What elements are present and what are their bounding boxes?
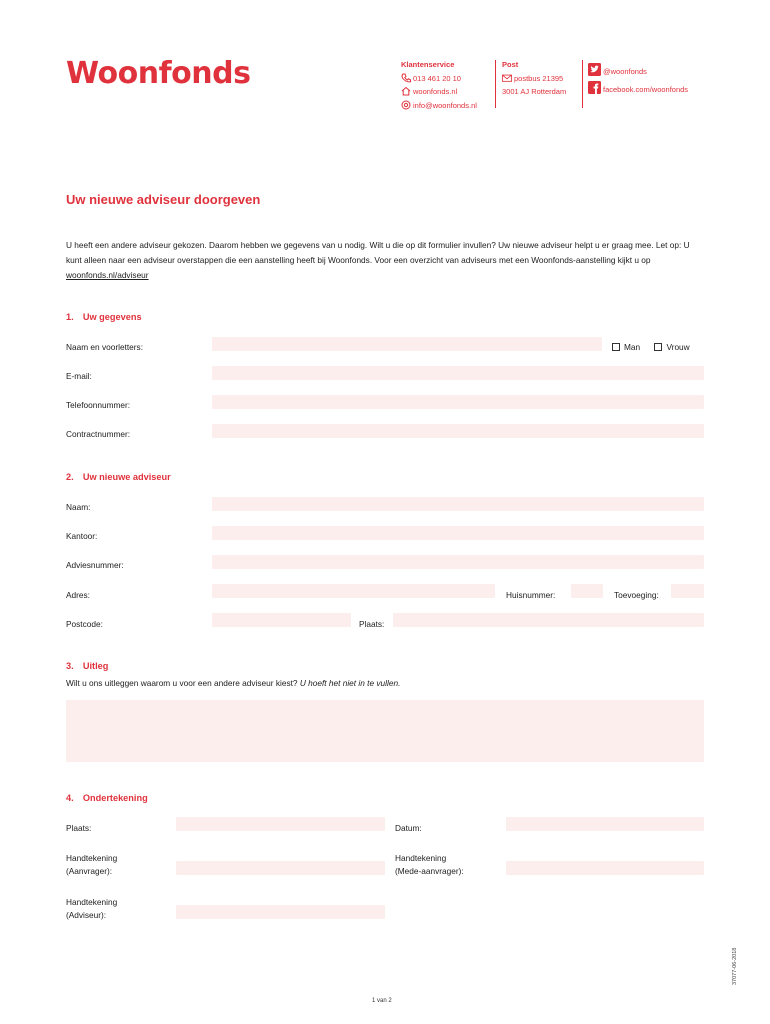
sign-applicant-label	[66, 852, 117, 877]
twitter-line	[588, 63, 688, 81]
explanation-textarea[interactable]	[66, 700, 704, 762]
postbus: postbus 21395	[514, 73, 564, 83]
housenumber-label: Huisnummer:	[506, 590, 556, 600]
post-block	[502, 58, 566, 99]
advice-number-label: Adviesnummer:	[66, 560, 124, 570]
intro-body: U heeft een andere adviseur gekozen. Daarom hebben we gegevens van u nodig. Wilt u die op dit formulier invullen? Uw nieuwe adviseur helpt u er graag mee. Let op: U kunt alleen naar een adviseur overstappen die een aanstelling heeft bij Woonfonds. Voor een overzicht van adviseurs met een Woonfonds-aanstelling kijkt u op	[66, 240, 690, 265]
housenumber-input[interactable]	[571, 584, 603, 598]
explanation-question	[66, 677, 400, 690]
document-code: 37077-06-2018	[732, 947, 738, 985]
advisor-name-input[interactable]	[212, 497, 704, 511]
klantenservice-block	[401, 58, 477, 112]
addition-label: Toevoeging:	[614, 590, 659, 600]
sign-applicant-input[interactable]	[176, 861, 385, 875]
post-line-1	[502, 72, 566, 86]
sign-advisor-input[interactable]	[176, 905, 385, 919]
page-title: Uw nieuwe adviseur doorgeven	[66, 192, 261, 207]
logo: Woonfonds	[66, 56, 251, 91]
section-3-title: 3. Uitleg	[66, 661, 109, 671]
page-number: 1 van 2	[372, 998, 392, 1004]
office-label: Kantoor:	[66, 531, 98, 541]
sign-coapplicant-input[interactable]	[506, 861, 704, 875]
post-title: Post	[502, 60, 519, 69]
facebook-icon	[588, 81, 601, 94]
vrouw-checkbox[interactable]	[654, 343, 662, 351]
website-link[interactable]: woonfonds.nl	[413, 87, 458, 96]
intro-text	[66, 238, 706, 283]
sign-advisor-line-1: Handtekening	[66, 897, 118, 907]
advisor-city-label: Plaats:	[359, 619, 385, 629]
section-4-title: 4. Ondertekening	[66, 793, 148, 803]
post-line-2: 3001 AJ Rotterdam	[502, 87, 567, 96]
phone-label: Telefoonnummer:	[66, 400, 131, 410]
at-icon	[401, 100, 411, 110]
man-checkbox[interactable]	[612, 343, 620, 351]
email-line	[401, 99, 477, 113]
email-input[interactable]	[212, 366, 704, 380]
klantenservice-title: Klantenservice	[401, 60, 455, 69]
facebook-line	[588, 81, 688, 99]
question-text: Wilt u ons uitleggen waarom u voor een andere adviseur kiest?	[66, 678, 300, 688]
name-label: Naam en voorletters:	[66, 342, 144, 352]
sign-coapplicant-label	[395, 852, 464, 877]
facebook-link[interactable]: facebook.com/woonfonds	[603, 85, 689, 94]
email-label: E-mail:	[66, 371, 92, 381]
section-1-title: 1. Uw gegevens	[66, 312, 142, 322]
contract-label: Contractnummer:	[66, 429, 131, 439]
phone-line	[401, 72, 477, 86]
gender-options	[612, 341, 690, 354]
header-divider-1	[495, 60, 496, 108]
address-input[interactable]	[212, 584, 495, 598]
twitter-icon	[588, 63, 601, 76]
email-link[interactable]: info@woonfonds.nl	[413, 100, 477, 110]
social-block	[588, 63, 688, 99]
question-note: U hoeft het niet in te vullen.	[299, 678, 401, 688]
address-label: Adres:	[66, 590, 90, 600]
office-input[interactable]	[212, 526, 704, 540]
postcode-label: Postcode:	[66, 619, 103, 629]
sign-city-label: Plaats:	[66, 823, 92, 833]
advisor-city-input[interactable]	[393, 613, 704, 627]
sign-applicant-line-2: (Aanvrager):	[66, 865, 113, 876]
contract-input[interactable]	[212, 424, 704, 438]
twitter-link[interactable]: @woonfonds	[603, 67, 647, 76]
man-label: Man	[624, 342, 641, 352]
advisor-name-label: Naam:	[66, 502, 91, 512]
name-input[interactable]	[212, 337, 602, 351]
postcode-input[interactable]	[212, 613, 351, 627]
date-label: Datum:	[395, 823, 422, 833]
advice-number-input[interactable]	[212, 555, 704, 569]
sign-applicant-line-1: Handtekening	[66, 853, 118, 863]
website-line	[401, 85, 477, 99]
home-icon	[401, 86, 411, 96]
vrouw-label: Vrouw	[666, 342, 690, 352]
date-input[interactable]	[506, 817, 704, 831]
sign-advisor-line-2: (Adviseur):	[66, 909, 107, 920]
section-2-title: 2. Uw nieuwe adviseur	[66, 472, 171, 482]
adviseur-link[interactable]: woonfonds.nl/adviseur	[66, 270, 149, 280]
sign-advisor-label	[66, 896, 117, 921]
sign-coapplicant-line-2: (Mede-aanvrager):	[395, 865, 464, 876]
sign-coapplicant-line-1: Handtekening	[395, 853, 447, 863]
envelope-icon	[502, 73, 512, 83]
phone-input[interactable]	[212, 395, 704, 409]
phone-number[interactable]: 013 461 20 10	[413, 73, 461, 83]
sign-city-input[interactable]	[176, 817, 385, 831]
addition-input[interactable]	[671, 584, 704, 598]
header-divider-2	[582, 60, 583, 108]
phone-icon	[401, 73, 411, 83]
